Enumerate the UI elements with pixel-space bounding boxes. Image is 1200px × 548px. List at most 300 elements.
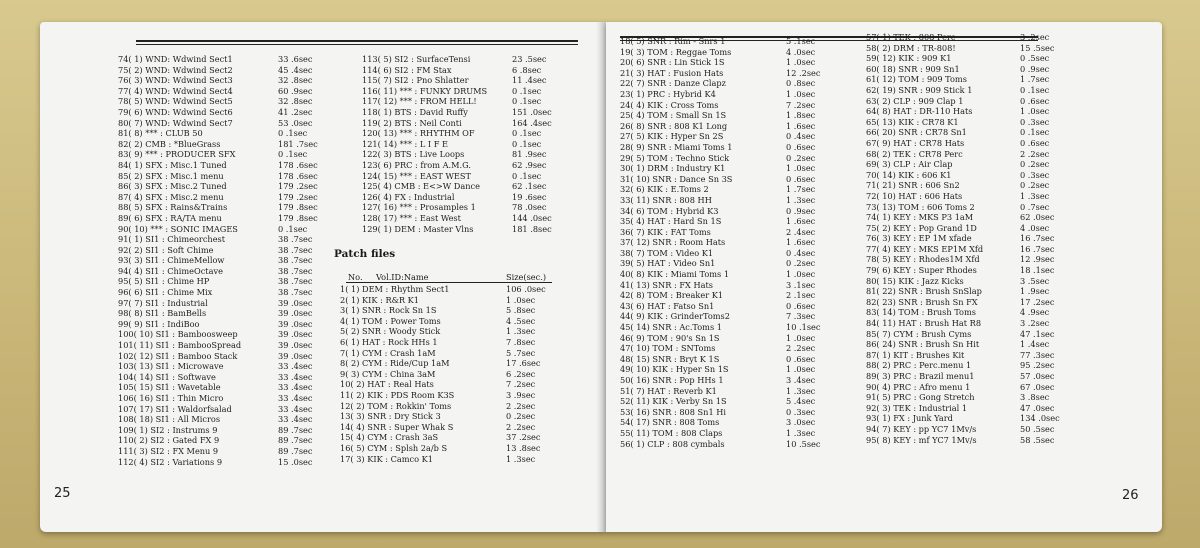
entry-name: 111( 3) SI2 : FX Menu 9 xyxy=(118,445,219,456)
entry-size: 1 .3sec xyxy=(1020,190,1050,201)
entry-name: 11( 2) KIK : PDS Room K3S xyxy=(340,389,455,400)
entry-size: 33 .4sec xyxy=(278,371,313,382)
entry-name: 114( 6) SI2 : FM Stax xyxy=(362,64,452,75)
entry-size: 5 .1sec xyxy=(786,36,816,46)
entry-size: 78 .0sec xyxy=(512,202,547,213)
list-item xyxy=(118,308,358,319)
list-item xyxy=(866,329,1080,340)
entry-name: 82( 2) CMB : *BlueGrass xyxy=(118,138,221,149)
list-item xyxy=(866,170,1080,181)
list-item xyxy=(620,322,860,333)
list-item xyxy=(118,457,358,468)
entry-size: 33 .4sec xyxy=(278,414,313,425)
entry-name: 116( 11) *** : FUNKY DRUMS xyxy=(362,85,488,96)
entry-name: 122( 3) BTS : Live Loops xyxy=(362,149,465,160)
entry-size: 39 .0sec xyxy=(278,340,313,351)
entry-name: 18( 5) SNR : Rim - Snrs 1 xyxy=(620,36,726,46)
entry-name: 77( 4) KEY : MKS EP1M Xfd xyxy=(866,243,984,254)
entry-name: 98( 8) SI1 : BamBells xyxy=(118,308,207,319)
entry-name: 120( 13) *** : RHYTHM OF xyxy=(362,128,475,139)
list-item xyxy=(118,128,358,139)
entry-size: 16 .7sec xyxy=(1020,233,1055,244)
list-item xyxy=(362,202,582,213)
entry-name: 66( 20) SNR : CR78 Sn1 xyxy=(866,127,967,138)
entry-size: 179 .8sec xyxy=(278,202,318,213)
list-item xyxy=(620,142,860,153)
list-item xyxy=(866,297,1080,308)
list-item xyxy=(620,78,860,89)
entry-name: 52( 11) KIK : Verby Sn 1S xyxy=(620,396,727,407)
entry-size: 5 .4sec xyxy=(786,396,816,407)
entry-size: 1 .0sec xyxy=(786,163,816,174)
entry-size: 1 .3sec xyxy=(506,326,536,337)
list-item xyxy=(362,192,582,203)
list-item xyxy=(620,428,860,439)
entry-name: 83( 9) *** : PRODUCER SFX xyxy=(118,149,236,160)
left-page xyxy=(40,22,606,532)
list-item xyxy=(362,213,582,224)
list-item xyxy=(620,354,860,365)
entry-name: 81( 8) *** : CLUB 50 xyxy=(118,128,203,139)
list-item xyxy=(620,439,860,450)
entry-name: 63( 2) CLP : 909 Clap 1 xyxy=(866,95,964,106)
list-item xyxy=(340,443,560,454)
entry-name: 88( 2) PRC : Perc.menu 1 xyxy=(866,360,972,371)
list-item xyxy=(620,290,860,301)
entry-name: 58( 2) DRM : TR-808! xyxy=(866,42,956,53)
list-item xyxy=(866,64,1080,75)
list-item xyxy=(340,390,560,401)
entry-size: 4 .0sec xyxy=(1020,222,1050,233)
patch-header-size: Size(sec.) xyxy=(506,272,547,282)
entry-name: 124( 15) *** : EAST WEST xyxy=(362,170,471,181)
list-item xyxy=(620,206,860,217)
entry-name: 80( 15) KIK : Jazz Kicks xyxy=(866,275,964,286)
list-item xyxy=(340,358,560,369)
entry-size: 0 .9sec xyxy=(1020,63,1050,74)
entry-size: 95 .2sec xyxy=(1020,360,1055,371)
entry-name: 4( 1) TOM : Power Toms xyxy=(340,315,441,326)
entry-size: 38 .7sec xyxy=(278,255,313,266)
entry-size: 0 .2sec xyxy=(1020,159,1050,170)
list-item xyxy=(866,149,1080,160)
list-item xyxy=(866,392,1080,403)
entry-name: 7( 1) CYM : Crash 1aM xyxy=(340,347,436,358)
entry-size: 62 .1sec xyxy=(512,181,547,192)
entry-name: 74( 1) WND: Wdwind Sect1 xyxy=(118,54,233,64)
entry-name: 127( 16) *** : Prosamples 1 xyxy=(362,202,476,213)
list-item xyxy=(866,96,1080,107)
entry-size: 3 .4sec xyxy=(786,375,816,385)
list-item xyxy=(620,216,860,227)
entry-name: 70( 14) KIK : 606 K1 xyxy=(866,169,952,180)
entry-size: 10 .5sec xyxy=(786,438,821,449)
list-item xyxy=(620,68,860,79)
entry-size: 0 .6sec xyxy=(786,300,816,311)
list-item xyxy=(866,382,1080,393)
entry-name: 1( 1) DEM : Rhythm Sect1 xyxy=(340,284,450,294)
entry-name: 86( 24) SNR : Brush Sn Hit xyxy=(866,339,980,350)
patch-header-rule xyxy=(346,282,552,283)
entry-size: 179 .2sec xyxy=(278,191,318,202)
list-item xyxy=(362,224,582,235)
list-item xyxy=(620,100,860,111)
list-item xyxy=(362,96,582,107)
entry-size: 15 .5sec xyxy=(1020,42,1055,53)
list-item xyxy=(362,86,582,97)
list-item xyxy=(362,149,582,160)
entry-name: 68( 2) TEK : CR78 Perc xyxy=(866,148,963,159)
entry-size: 38 .7sec xyxy=(278,265,313,276)
list-item xyxy=(118,255,358,266)
entry-name: 38( 7) TOM : Video K1 xyxy=(620,247,714,258)
list-item xyxy=(118,96,358,107)
entry-size: 39 .0sec xyxy=(278,350,313,361)
list-item xyxy=(118,234,358,245)
entry-size: 2 .1sec xyxy=(786,290,816,301)
entry-name: 78( 5) WND: Wdwind Sect5 xyxy=(118,96,233,107)
entry-size: 3 .1sec xyxy=(786,279,816,290)
entry-name: 86( 3) SFX : Misc.2 Tuned xyxy=(118,181,227,192)
entry-size: 5 .7sec xyxy=(506,347,536,358)
entry-size: 1 .4sec xyxy=(1020,339,1050,350)
entry-size: 4 .0sec xyxy=(786,46,816,57)
entry-name: 28( 9) SNR : Miami Toms 1 xyxy=(620,141,733,152)
entry-name: 43( 6) HAT : Fatso Sn1 xyxy=(620,300,715,311)
list-item xyxy=(866,53,1080,64)
list-item xyxy=(866,424,1080,435)
list-item xyxy=(118,414,358,425)
page-number: 25 xyxy=(54,486,71,501)
entry-size: 37 .2sec xyxy=(506,432,541,443)
entry-size: 62 .9sec xyxy=(512,159,547,170)
list-item xyxy=(362,171,582,182)
patch-files-title: Patch files xyxy=(334,248,396,260)
entry-name: 82( 23) SNR : Brush Sn FX xyxy=(866,296,978,307)
listing-column xyxy=(620,36,860,449)
list-item xyxy=(340,454,560,465)
list-item xyxy=(620,227,860,238)
entry-name: 21( 3) HAT : Fusion Hats xyxy=(620,67,724,78)
entry-name: 8( 2) CYM : Ride/Cup 1aM xyxy=(340,358,450,369)
entry-size: 0 .1sec xyxy=(512,138,542,149)
list-item xyxy=(362,160,582,171)
entry-size: 60 .9sec xyxy=(278,85,313,96)
entry-name: 25( 4) TOM : Small Sn 1S xyxy=(620,110,727,121)
entry-size: 39 .0sec xyxy=(278,297,313,308)
entry-name: 14( 4) SNR : Super Whak S xyxy=(340,421,454,432)
entry-name: 88( 5) SFX : Rains&Trains xyxy=(118,202,228,213)
entry-name: 60( 18) SNR : 909 Sn1 xyxy=(866,63,960,74)
entry-size: 3 .2sec xyxy=(1020,318,1050,329)
entry-name: 31( 10) SNR : Dance Sn 3S xyxy=(620,173,733,184)
entry-size: 0 .8sec xyxy=(786,78,816,89)
entry-size: 1 .0sec xyxy=(786,332,816,343)
entry-size: 0 .1sec xyxy=(278,149,308,160)
entry-size: 4 .9sec xyxy=(1020,307,1050,318)
entry-size: 32 .8sec xyxy=(278,75,313,86)
entry-name: 107( 17) SI1 : Waldorfsalad xyxy=(118,403,232,414)
entry-name: 91( 5) PRC : Gong Stretch xyxy=(866,392,975,403)
entry-size: 0 .4sec xyxy=(786,131,816,142)
entry-name: 92( 3) TEK : Industrial 1 xyxy=(866,402,968,413)
entry-name: 62( 19) SNR : 909 Stick 1 xyxy=(866,84,973,95)
list-item xyxy=(118,107,358,118)
entry-size: 10 .1sec xyxy=(786,322,821,333)
patch-header-no: No. xyxy=(348,272,363,282)
entry-name: 20( 6) SNR : Lin Stick 1S xyxy=(620,57,725,68)
entry-size: 7 .3sec xyxy=(786,311,816,322)
list-item xyxy=(340,284,560,295)
entry-size: 11 .4sec xyxy=(512,75,547,86)
entry-size: 57 .0sec xyxy=(1020,371,1055,381)
entry-name: 99( 9) SI1 : IndiBoo xyxy=(118,318,200,329)
list-item xyxy=(118,149,358,160)
entry-size: 0 .6sec xyxy=(1020,95,1050,106)
entry-name: 93( 3) SI1 : ChimeMellow xyxy=(118,255,225,266)
entry-name: 91( 1) SI1 : Chimeorchest xyxy=(118,234,226,245)
entry-name: 48( 15) SNR : Bryt K 1S xyxy=(620,353,720,364)
entry-size: 33 .4sec xyxy=(278,403,313,414)
list-item xyxy=(118,382,358,393)
list-item xyxy=(118,65,358,76)
list-item xyxy=(118,446,358,457)
entry-name: 110( 2) SI2 : Gated FX 9 xyxy=(118,435,220,446)
list-item xyxy=(866,413,1080,424)
entry-size: 3 .9sec xyxy=(506,389,536,400)
entry-name: 113( 5) SI2 : SurfaceTensi xyxy=(362,54,471,64)
entry-size: 89 .7sec xyxy=(278,445,313,456)
entry-size: 77 .3sec xyxy=(1020,349,1055,360)
list-item xyxy=(118,245,358,256)
list-item xyxy=(620,248,860,259)
entry-size: 1 .0sec xyxy=(786,364,816,375)
list-item xyxy=(118,54,358,65)
list-item xyxy=(340,369,560,380)
entry-name: 32( 6) KIK : E.Toms 2 xyxy=(620,184,709,195)
list-item xyxy=(620,407,860,418)
list-item xyxy=(866,159,1080,170)
entry-size: 0 .3sec xyxy=(1020,116,1050,127)
entry-name: 36( 7) KIK : FAT Toms xyxy=(620,226,711,237)
entry-name: 129( 1) DEM : Master Vlns xyxy=(362,223,474,234)
entry-size: 1 .3sec xyxy=(786,194,816,205)
entry-name: 123( 6) PRC : from A.M.G. xyxy=(362,159,471,170)
entry-size: 1 .7sec xyxy=(786,184,816,195)
entry-size: 47 .1sec xyxy=(1020,328,1055,339)
list-item xyxy=(118,171,358,182)
entry-name: 90( 10) *** : SONIC IMAGES xyxy=(118,223,238,234)
entry-name: 106( 16) SI1 : Thin Micro xyxy=(118,393,224,403)
list-item xyxy=(620,396,860,407)
list-item xyxy=(340,401,560,412)
list-item xyxy=(620,311,860,322)
list-item xyxy=(866,138,1080,149)
list-item xyxy=(362,181,582,192)
list-item xyxy=(866,265,1080,276)
entry-size: 0 .1sec xyxy=(1020,84,1050,95)
list-item xyxy=(118,86,358,97)
entry-size: 2 .4sec xyxy=(786,226,816,237)
entry-name: 55( 11) TOM : 808 Claps xyxy=(620,427,723,438)
entry-size: 0 .2sec xyxy=(506,411,536,422)
list-item xyxy=(866,276,1080,287)
list-item xyxy=(866,307,1080,318)
entry-size: 45 .4sec xyxy=(278,64,313,75)
entry-name: 41( 13) SNR : FX Hats xyxy=(620,279,713,290)
entry-name: 51( 7) HAT : Reverb K1 xyxy=(620,385,717,396)
list-item xyxy=(340,305,560,316)
entry-name: 89( 6) SFX : RA/TA menu xyxy=(118,212,222,223)
entry-name: 100( 10) SI1 : Bamboosweep xyxy=(118,329,238,340)
list-item xyxy=(866,32,1080,43)
top-rule xyxy=(136,40,578,42)
list-item xyxy=(866,435,1080,446)
list-item xyxy=(118,224,358,235)
entry-size: 0 .9sec xyxy=(786,205,816,216)
list-item xyxy=(362,107,582,118)
entry-size: 33 .4sec xyxy=(278,382,313,393)
entry-name: 64( 8) HAT : DR-110 Hats xyxy=(866,106,973,117)
entry-size: 0 .1sec xyxy=(1020,127,1050,138)
entry-size: 0 .1sec xyxy=(278,223,308,234)
list-item xyxy=(118,75,358,86)
entry-size: 179 .8sec xyxy=(278,212,318,223)
entry-size: 38 .7sec xyxy=(278,244,313,255)
entry-size: 1 .9sec xyxy=(1020,286,1050,297)
entry-size: 6 .8sec xyxy=(512,64,542,75)
entry-size: 0 .1sec xyxy=(512,96,542,107)
list-item xyxy=(866,254,1080,265)
list-item xyxy=(620,131,860,142)
list-item xyxy=(866,212,1080,223)
entry-size: 39 .0sec xyxy=(278,329,313,340)
list-item xyxy=(118,287,358,298)
entry-size: 38 .7sec xyxy=(278,287,313,298)
entry-size: 151 .0sec xyxy=(512,106,552,117)
entry-name: 50( 16) SNR : Pop HHs 1 xyxy=(620,375,724,385)
entry-name: 17( 3) KIK : Camco K1 xyxy=(340,453,434,464)
entry-size: 39 .0sec xyxy=(278,308,313,319)
entry-size: 1 .6sec xyxy=(786,237,816,248)
entry-size: 2 .2sec xyxy=(786,343,816,354)
list-item xyxy=(118,435,358,446)
entry-name: 95( 8) KEY : mf YC7 1Mv/s xyxy=(866,434,977,445)
list-item xyxy=(620,280,860,291)
entry-name: 49( 10) KIK : Hyper Sn 1S xyxy=(620,364,729,375)
entry-name: 65( 13) KIK : CR78 K1 xyxy=(866,116,959,127)
entry-size: 0 .2sec xyxy=(1020,180,1050,191)
entry-name: 85( 2) SFX : Misc.1 menu xyxy=(118,170,224,181)
entry-name: 40( 8) KIK : Miami Toms 1 xyxy=(620,269,730,280)
list-item xyxy=(620,364,860,375)
list-item xyxy=(620,184,860,195)
entry-size: 1 .0sec xyxy=(506,294,536,305)
list-item xyxy=(866,350,1080,361)
entry-size: 1 .0sec xyxy=(786,57,816,68)
entry-size: 2 .2sec xyxy=(1020,148,1050,159)
entry-size: 7 .8sec xyxy=(506,336,536,347)
entry-size: 50 .5sec xyxy=(1020,423,1055,434)
list-item xyxy=(866,286,1080,297)
entry-name: 81( 22) SNR : Brush SnSlap xyxy=(866,286,982,297)
entry-size: 89 .7sec xyxy=(278,424,313,435)
entry-size: 0 .4sec xyxy=(786,247,816,258)
list-item xyxy=(866,223,1080,234)
entry-name: 42( 8) TOM : Breaker K1 xyxy=(620,290,724,301)
entry-name: 96( 6) SI1 : Chime Mix xyxy=(118,287,213,298)
entry-size: 67 .0sec xyxy=(1020,381,1055,392)
entry-name: 69( 3) CLP : Air Clap xyxy=(866,159,953,170)
entry-size: 181 .7sec xyxy=(278,138,318,149)
list-item xyxy=(620,237,860,248)
list-item xyxy=(620,121,860,132)
entry-name: 15( 4) CYM : Crash 3aS xyxy=(340,432,439,443)
entry-size: 0 .3sec xyxy=(1020,169,1050,180)
entry-name: 108( 18) SI1 : All Micros xyxy=(118,414,221,425)
list-item xyxy=(620,333,860,344)
list-item xyxy=(118,329,358,340)
list-item xyxy=(620,375,860,386)
list-item xyxy=(620,269,860,280)
entry-name: 118( 1) BTS : David Ruffy xyxy=(362,106,468,117)
entry-name: 128( 17) *** : East West xyxy=(362,212,461,223)
list-item xyxy=(866,339,1080,350)
entry-name: 6( 1) HAT : Rock HHs 1 xyxy=(340,336,438,347)
entry-name: 75( 2) WND: Wdwind Sect2 xyxy=(118,64,233,75)
entry-name: 72( 10) HAT : 606 Hats xyxy=(866,190,963,201)
entry-size: 2 .2sec xyxy=(506,421,536,432)
entry-size: 1 .3sec xyxy=(506,453,536,464)
entry-size: 38 .7sec xyxy=(278,234,313,245)
listing-column xyxy=(118,54,358,467)
entry-name: 90( 4) PRC : Afro menu 1 xyxy=(866,381,971,392)
entry-size: 134 .0sec xyxy=(1020,413,1060,424)
list-item xyxy=(118,319,358,330)
entry-size: 13 .8sec xyxy=(506,442,541,453)
entry-name: 75( 2) KEY : Pop Grand 1D xyxy=(866,222,977,233)
list-item xyxy=(866,403,1080,414)
entry-name: 126( 4) FX : Industrial xyxy=(362,191,455,202)
entry-name: 89( 3) PRC : Brazil menu1 xyxy=(866,371,975,381)
entry-size: 0 .1sec xyxy=(512,170,542,181)
entry-size: 19 .6sec xyxy=(512,191,547,202)
entry-size: 47 .0sec xyxy=(1020,402,1055,413)
entry-size: 178 .6sec xyxy=(278,159,318,170)
list-item xyxy=(620,417,860,428)
entry-name: 9( 3) CYM : China 3aM xyxy=(340,368,436,379)
list-item xyxy=(118,139,358,150)
list-item xyxy=(620,163,860,174)
list-item xyxy=(620,301,860,312)
entry-size: 1 .6sec xyxy=(786,216,816,227)
entry-name: 119( 2) BTS : Neil Conti xyxy=(362,117,462,128)
entry-size: 12 .2sec xyxy=(786,67,821,78)
entry-size: 1 .3sec xyxy=(786,427,816,438)
patch-list xyxy=(340,284,560,464)
entry-name: 27( 5) KIK : Hyper Sn 2S xyxy=(620,131,724,142)
list-item xyxy=(620,195,860,206)
list-item xyxy=(118,425,358,436)
entry-size: 4 .5sec xyxy=(506,315,536,326)
entry-size: 3 .5sec xyxy=(1020,275,1050,286)
entry-name: 76( 3) WND: Wdwind Sect3 xyxy=(118,75,233,86)
list-item xyxy=(362,139,582,150)
list-item xyxy=(866,233,1080,244)
entry-name: 23( 1) PRC : Hybrid K4 xyxy=(620,88,716,99)
entry-size: 17 .2sec xyxy=(1020,296,1055,307)
entry-name: 44( 9) KIK : GrinderToms2 xyxy=(620,311,730,322)
